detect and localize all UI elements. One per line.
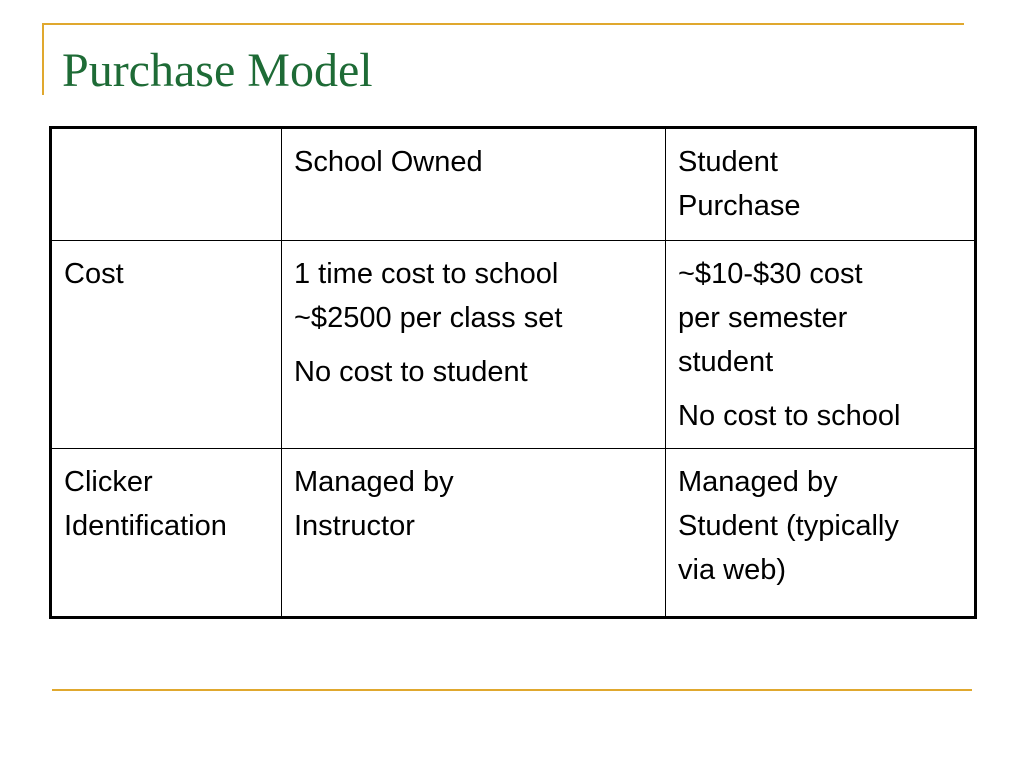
cost-school-line2: ~$2500 per class set (294, 302, 563, 334)
identification-school-text (294, 460, 655, 548)
left-accent-bar (42, 23, 44, 95)
header-student-purchase (666, 128, 976, 241)
table-row-identification (51, 449, 976, 618)
identification-student-cell (666, 449, 976, 618)
header-school-owned (282, 128, 666, 241)
identification-school-line1: Managed by (294, 466, 454, 498)
cost-student-line3: student (678, 346, 774, 378)
cost-student-line2: per semester (678, 302, 848, 334)
identification-student-line3: via web) (678, 554, 786, 586)
identification-student-line2: Student (typically (678, 510, 899, 542)
table-row-cost (51, 241, 976, 449)
cost-student-text (678, 252, 964, 384)
cost-school-no-cost: No cost to student (294, 356, 528, 388)
top-accent-line (42, 23, 964, 25)
header-student-purchase-line2: Purchase (678, 190, 801, 222)
cost-label: Cost (64, 258, 124, 290)
cost-label-cell (51, 241, 282, 449)
cost-student-no-cost: No cost to school (678, 400, 901, 432)
cost-school-text (294, 252, 655, 340)
slide-title: Purchase Model (62, 44, 373, 97)
identification-label-line2: Identification (64, 510, 227, 542)
identification-school-line2: Instructor (294, 510, 415, 542)
header-blank-cell (51, 128, 282, 241)
header-student-purchase-label (678, 140, 964, 228)
header-school-owned-label: School Owned (294, 146, 483, 178)
identification-label (64, 460, 271, 548)
cost-student-line1: ~$10-$30 cost (678, 258, 863, 290)
header-student-purchase-line1: Student (678, 146, 778, 178)
purchase-model-table (49, 126, 977, 619)
bottom-accent-line (52, 689, 972, 691)
cost-student-cell (666, 241, 976, 449)
cost-school-line1: 1 time cost to school (294, 258, 559, 290)
identification-student-text (678, 460, 964, 592)
cost-school-cell (282, 241, 666, 449)
identification-student-line1: Managed by (678, 466, 838, 498)
identification-school-cell (282, 449, 666, 618)
identification-label-cell (51, 449, 282, 618)
table-header-row (51, 128, 976, 241)
identification-label-line1: Clicker (64, 466, 153, 498)
